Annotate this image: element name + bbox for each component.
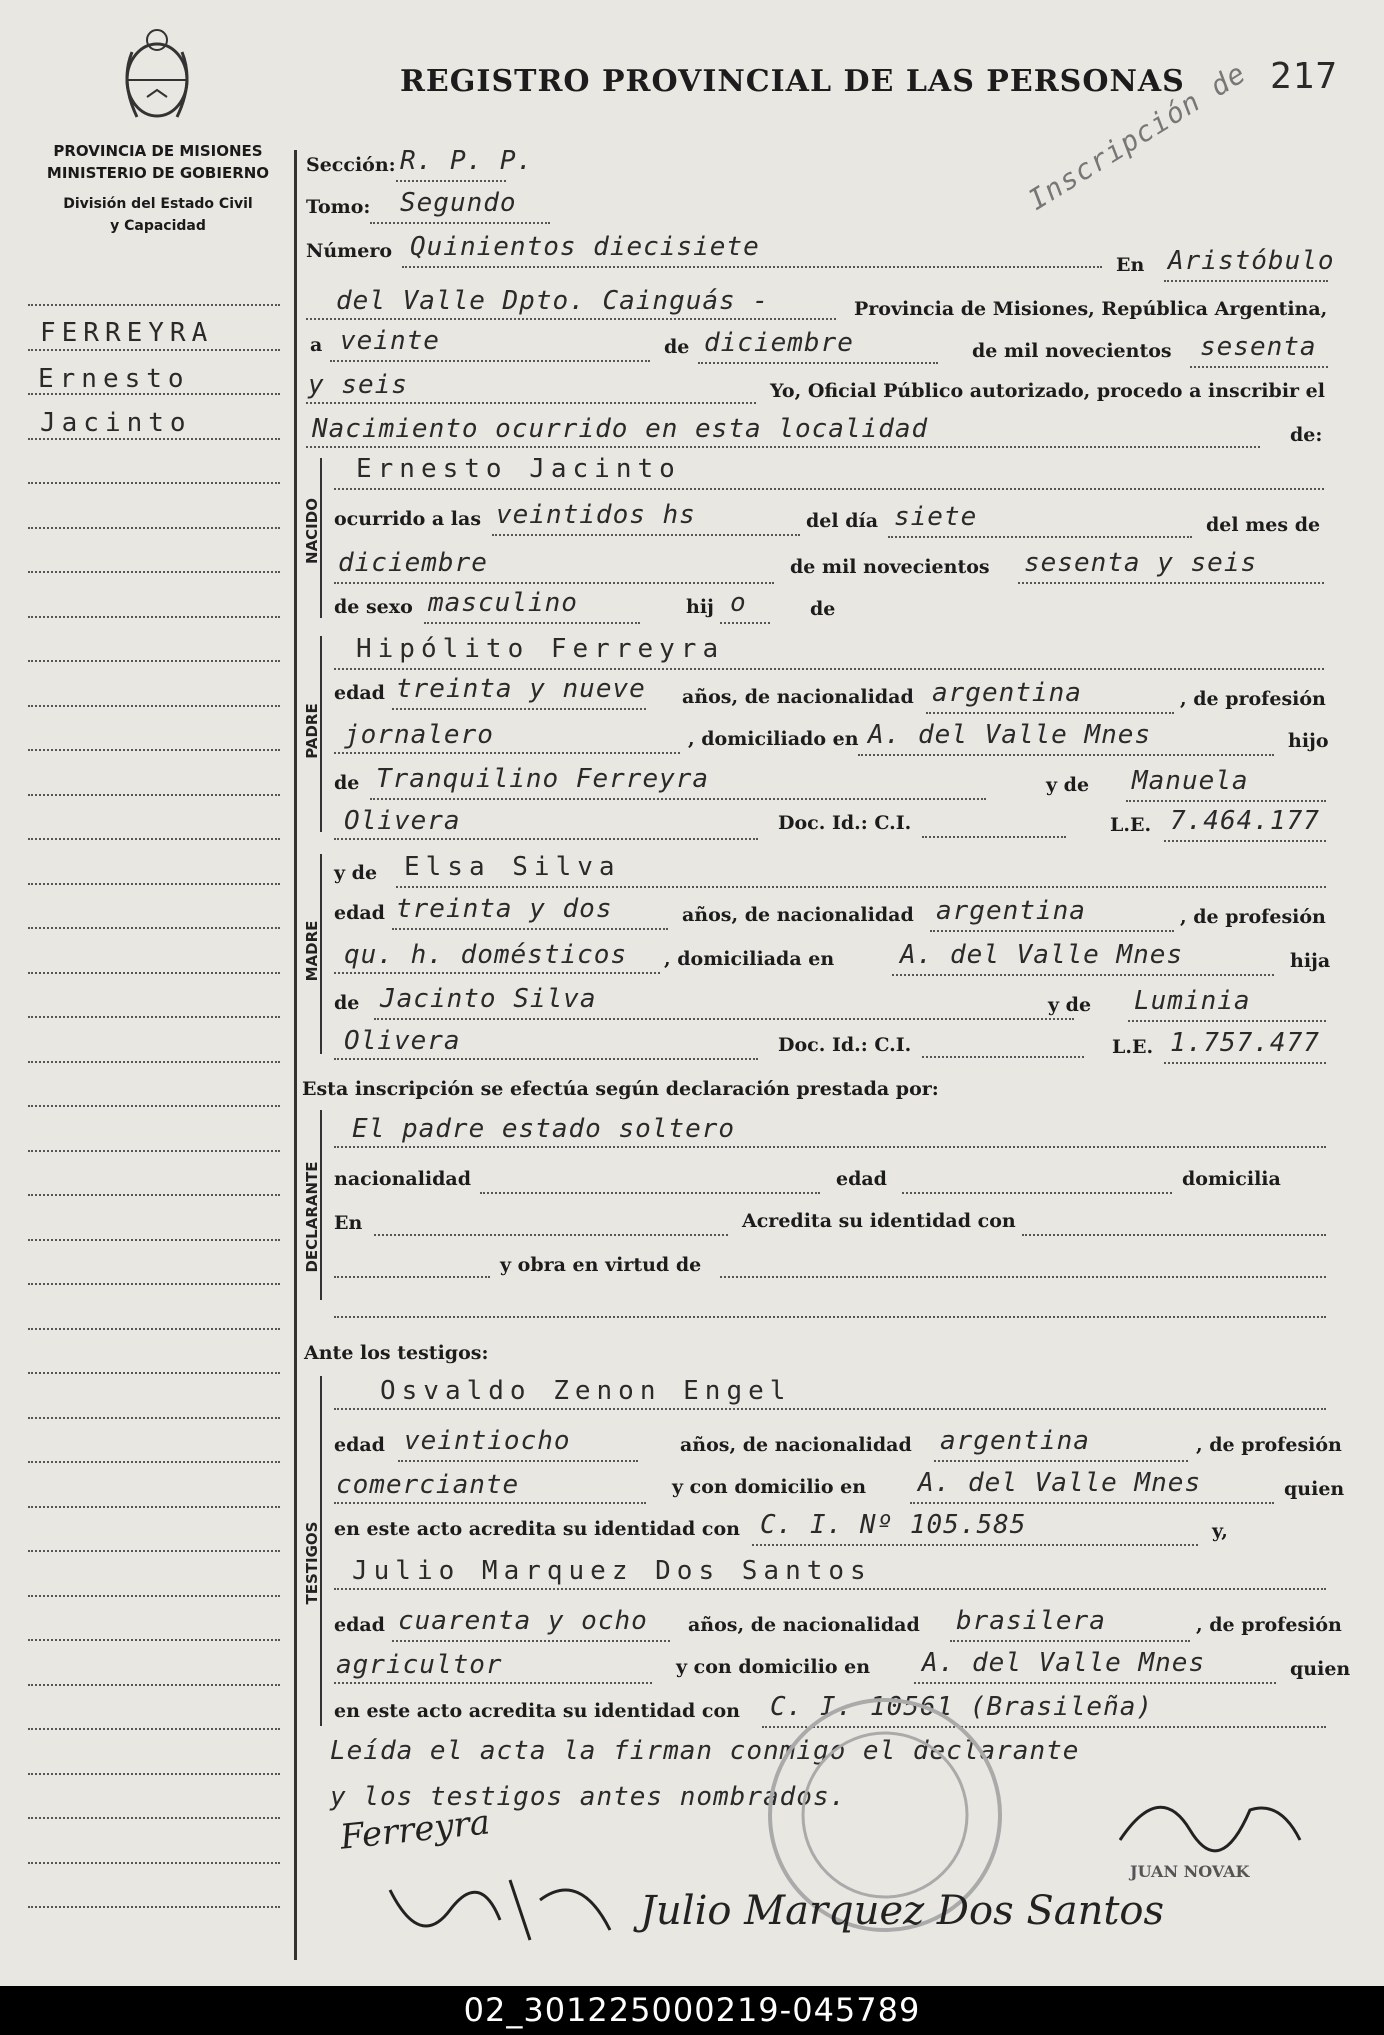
label-del-dia: del día bbox=[806, 510, 879, 532]
margin-rule-line bbox=[28, 927, 280, 929]
margin-rule-line bbox=[28, 1016, 280, 1018]
label-edad-padre: edad bbox=[334, 682, 385, 704]
field-mes-nac: diciembre bbox=[338, 548, 488, 578]
margin-rule-line bbox=[28, 1817, 280, 1819]
margin-rule-line bbox=[28, 527, 280, 529]
margin-rule-line bbox=[28, 749, 280, 751]
signature-father: Ferreyra bbox=[338, 1802, 492, 1858]
field-lugar-2: del Valle Dpto. Cainguás - bbox=[336, 286, 769, 316]
label-profesion-padre: , de profesión bbox=[1180, 688, 1326, 710]
label-en: En bbox=[1116, 254, 1145, 276]
label-declaracion: Esta inscripción se efectúa según declaración prestada por: bbox=[302, 1078, 939, 1100]
margin-rule-line bbox=[28, 1639, 280, 1641]
image-identifier: 02_301225000219-045789 bbox=[0, 1986, 1384, 2035]
field-testigo1-domicilio: A. del Valle Mnes bbox=[918, 1468, 1202, 1498]
field-mes: diciembre bbox=[704, 328, 854, 358]
field-madre-edad: treinta y dos bbox=[396, 894, 613, 924]
closing-line-1: Leída el acta la firman conmigo el declarante bbox=[330, 1736, 1080, 1766]
label-testigos: Ante los testigos: bbox=[304, 1342, 489, 1364]
official-name: JUAN NOVAK bbox=[1130, 1862, 1250, 1881]
label-acredita-t1: en este acto acredita su identidad con bbox=[334, 1518, 740, 1540]
label-quien-t1: quien bbox=[1284, 1478, 1345, 1500]
label-yo-oficial: Yo, Oficial Público autorizado, procedo a inscribir el bbox=[770, 380, 1325, 402]
field-anio-2: y seis bbox=[308, 370, 408, 400]
signature-scribble-icon bbox=[380, 1850, 640, 1960]
margin-rule-line bbox=[28, 1773, 280, 1775]
field-lugar-1: Aristóbulo bbox=[1168, 246, 1335, 276]
label-hija: hija bbox=[1290, 950, 1331, 972]
field-padre-padre: Tranquilino Ferreyra bbox=[376, 764, 710, 794]
division-line-1: División del Estado Civil bbox=[63, 196, 253, 212]
margin-rule-line bbox=[28, 616, 280, 618]
field-anio-1: sesenta bbox=[1200, 332, 1317, 362]
field-tomo: Segundo bbox=[400, 188, 517, 218]
margin-rule-line bbox=[28, 1372, 280, 1374]
field-madre-madre-2: Olivera bbox=[344, 1026, 461, 1056]
margin-rule-line bbox=[28, 1684, 280, 1686]
label-profesion-madre: , de profesión bbox=[1180, 906, 1326, 928]
field-padre-profesion: jornalero bbox=[344, 720, 494, 750]
label-de-4: de bbox=[334, 992, 360, 1014]
field-dia-nac: siete bbox=[894, 502, 978, 532]
field-testigo1-edad: veintiocho bbox=[404, 1426, 571, 1456]
margin-rule-line bbox=[28, 1728, 280, 1730]
official-signature-icon bbox=[1100, 1770, 1320, 1870]
field-testigo2-domicilio: A. del Valle Mnes bbox=[922, 1648, 1206, 1678]
field-anio-nac: sesenta y seis bbox=[1024, 548, 1258, 578]
label-acredita-t2: en este acto acredita su identidad con bbox=[334, 1700, 740, 1722]
field-testigo1-nacionalidad: argentina bbox=[940, 1426, 1090, 1456]
side-label-declarante: DECLARANTE bbox=[303, 1161, 321, 1273]
label-hij: hij bbox=[686, 596, 714, 618]
label-de-mil: de mil novecientos bbox=[972, 340, 1172, 362]
label-obra: y obra en virtud de bbox=[500, 1254, 702, 1276]
field-madre-madre-1: Luminia bbox=[1134, 986, 1251, 1016]
margin-rule-line bbox=[28, 794, 280, 796]
margin-rule-line bbox=[28, 1283, 280, 1285]
label-quien-t2: quien bbox=[1290, 1658, 1351, 1680]
label-doc-id-2: Doc. Id.: C.I. bbox=[778, 1034, 912, 1056]
label-y-comma: y, bbox=[1212, 1520, 1228, 1542]
margin-rule-line bbox=[28, 1150, 280, 1152]
field-madre-profesion: qu. h. domésticos bbox=[344, 940, 628, 970]
coat-of-arms-icon bbox=[112, 22, 202, 130]
margin-rule-line bbox=[28, 705, 280, 707]
margin-rule-line bbox=[28, 438, 280, 440]
field-testigo2-doc: C. I. 10561 (Brasileña) bbox=[770, 1692, 1154, 1722]
field-testigo2-profesion: agricultor bbox=[336, 1650, 503, 1680]
field-padre-le: 7.464.177 bbox=[1170, 806, 1320, 836]
label-de-sexo: de sexo bbox=[334, 596, 413, 618]
left-column-divider bbox=[294, 150, 297, 1960]
margin-rule-line bbox=[28, 972, 280, 974]
margin-rule-line bbox=[28, 1061, 280, 1063]
field-sexo: masculino bbox=[428, 588, 578, 618]
side-label-padre: PADRE bbox=[303, 703, 321, 759]
label-domicilia: domicilia bbox=[1182, 1168, 1281, 1190]
label-edad-t2: edad bbox=[334, 1614, 385, 1636]
label-acredita: Acredita su identidad con bbox=[742, 1210, 1016, 1232]
label-le-2: L.E. bbox=[1112, 1036, 1154, 1058]
document-title: REGISTRO PROVINCIAL DE LAS PERSONAS bbox=[400, 64, 1185, 99]
field-testigo1-nombre: Osvaldo Zenon Engel bbox=[380, 1376, 792, 1406]
field-madre-domicilio: A. del Valle Mnes bbox=[900, 940, 1184, 970]
margin-rule-line bbox=[28, 1862, 280, 1864]
label-hijo: hijo bbox=[1288, 730, 1329, 752]
margin-rule-line bbox=[28, 660, 280, 662]
ministry-name: MINISTERIO DE GOBIERNO bbox=[46, 164, 270, 182]
margin-rule-line bbox=[28, 393, 280, 395]
label-con-domicilio-t2: y con domicilio en bbox=[676, 1656, 871, 1678]
label-numero: Número bbox=[306, 240, 393, 262]
margin-rule-line bbox=[28, 1595, 280, 1597]
margin-rule-line bbox=[28, 1194, 280, 1196]
field-padre-nacionalidad: argentina bbox=[932, 678, 1082, 708]
margin-rule-line bbox=[28, 1417, 280, 1419]
margin-rule-line bbox=[28, 838, 280, 840]
label-doc-id-1: Doc. Id.: C.I. bbox=[778, 812, 912, 834]
label-nacionalidad: nacionalidad bbox=[334, 1168, 472, 1190]
province-name: PROVINCIA DE MISIONES bbox=[53, 142, 263, 160]
label-de-mil-2: de mil novecientos bbox=[790, 556, 990, 578]
label-le-1: L.E. bbox=[1110, 814, 1152, 836]
field-padre-nombre: Hipólito Ferreyra bbox=[356, 634, 725, 664]
field-hij-suffix: o bbox=[730, 588, 747, 618]
field-padre-madre-2: Olivera bbox=[344, 806, 461, 836]
page-number: 217 bbox=[1270, 56, 1339, 97]
margin-name-1: Ernesto bbox=[38, 364, 190, 394]
label-provincia: Provincia de Misiones, República Argentina, bbox=[854, 298, 1328, 320]
label-edad-madre: edad bbox=[334, 902, 385, 924]
label-y-de-1: y de bbox=[1046, 774, 1090, 796]
label-profesion-t2: , de profesión bbox=[1196, 1614, 1342, 1636]
margin-rule-line bbox=[28, 482, 280, 484]
label-profesion-t1: , de profesión bbox=[1196, 1434, 1342, 1456]
margin-rule-line bbox=[28, 1550, 280, 1552]
margin-rule-line bbox=[28, 304, 280, 306]
margin-rule-line bbox=[28, 571, 280, 573]
margin-rule-line bbox=[28, 1906, 280, 1908]
field-testigo2-nacionalidad: brasilera bbox=[956, 1606, 1106, 1636]
field-testigo1-doc: C. I. Nº 105.585 bbox=[760, 1510, 1027, 1540]
field-numero: Quinientos diecisiete bbox=[410, 232, 760, 262]
field-madre-nacionalidad: argentina bbox=[936, 896, 1086, 926]
division-line-2: y Capacidad bbox=[110, 218, 206, 234]
label-con-domicilio-t1: y con domicilio en bbox=[672, 1476, 867, 1498]
field-madre-padre: Jacinto Silva bbox=[380, 984, 597, 1014]
field-padre-domicilio: A. del Valle Mnes bbox=[868, 720, 1152, 750]
field-madre-nombre: Elsa Silva bbox=[404, 852, 621, 882]
field-testigo2-edad: cuarenta y ocho bbox=[398, 1606, 648, 1636]
margin-rule-line bbox=[28, 1239, 280, 1241]
field-padre-edad: treinta y nueve bbox=[396, 674, 646, 704]
label-anos-nac-t1: años, de nacionalidad bbox=[680, 1434, 912, 1456]
field-seccion: R. P. P. bbox=[400, 146, 534, 176]
closing-line-2: y los testigos antes nombrados. bbox=[330, 1782, 847, 1812]
label-de-colon: de: bbox=[1290, 424, 1323, 446]
label-en-declarante: En bbox=[334, 1212, 363, 1234]
label-y-de-2: y de bbox=[1048, 994, 1092, 1016]
field-dia: veinte bbox=[340, 326, 440, 356]
field-nacido-nombre: Ernesto Jacinto bbox=[356, 454, 681, 484]
margin-surname: FERREYRA bbox=[40, 318, 214, 348]
side-label-testigos: TESTIGOS bbox=[303, 1521, 321, 1605]
label-domiciliado: , domiciliado en bbox=[688, 728, 859, 750]
label-anos-nac-madre: años, de nacionalidad bbox=[682, 904, 914, 926]
field-acto: Nacimiento ocurrido en esta localidad bbox=[312, 414, 929, 444]
label-tomo: Tomo: bbox=[306, 196, 371, 218]
label-y-de-madre: y de bbox=[334, 862, 378, 884]
label-ocurrido: ocurrido a las bbox=[334, 508, 482, 530]
field-testigo1-profesion: comerciante bbox=[336, 1470, 520, 1500]
label-edad-t1: edad bbox=[334, 1434, 385, 1456]
field-padre-madre-1: Manuela bbox=[1132, 766, 1249, 796]
margin-rule-line bbox=[28, 1506, 280, 1508]
field-hora: veintidos hs bbox=[496, 500, 696, 530]
label-seccion: Sección: bbox=[306, 154, 396, 176]
margin-rule-line bbox=[28, 883, 280, 885]
label-del-mes: del mes de bbox=[1206, 514, 1321, 536]
field-declarante: El padre estado soltero bbox=[352, 1114, 736, 1144]
label-a: a bbox=[310, 334, 323, 356]
label-domiciliada: , domiciliada en bbox=[664, 948, 835, 970]
margin-stamp: Inscripción de bbox=[1022, 56, 1252, 217]
label-edad-declarante: edad bbox=[836, 1168, 887, 1190]
side-label-madre: MADRE bbox=[303, 920, 321, 982]
signature-witness-2: Julio Marquez Dos Santos bbox=[640, 1888, 1165, 1934]
field-madre-le: 1.757.477 bbox=[1170, 1028, 1320, 1058]
side-label-nacido: NACIDO bbox=[303, 498, 321, 564]
margin-rule-line bbox=[28, 1328, 280, 1330]
margin-rule-line bbox=[28, 1105, 280, 1107]
label-de-3: de bbox=[334, 772, 360, 794]
field-testigo2-nombre: Julio Marquez Dos Santos bbox=[352, 1556, 872, 1586]
label-anos-nac-t2: años, de nacionalidad bbox=[688, 1614, 920, 1636]
label-anos-nac-padre: años, de nacionalidad bbox=[682, 686, 914, 708]
label-de-1: de bbox=[664, 336, 690, 358]
margin-rule-line bbox=[28, 1461, 280, 1463]
label-de-2: de bbox=[810, 598, 836, 620]
margin-rule-line bbox=[28, 349, 280, 351]
margin-name-2: Jacinto bbox=[40, 408, 192, 438]
